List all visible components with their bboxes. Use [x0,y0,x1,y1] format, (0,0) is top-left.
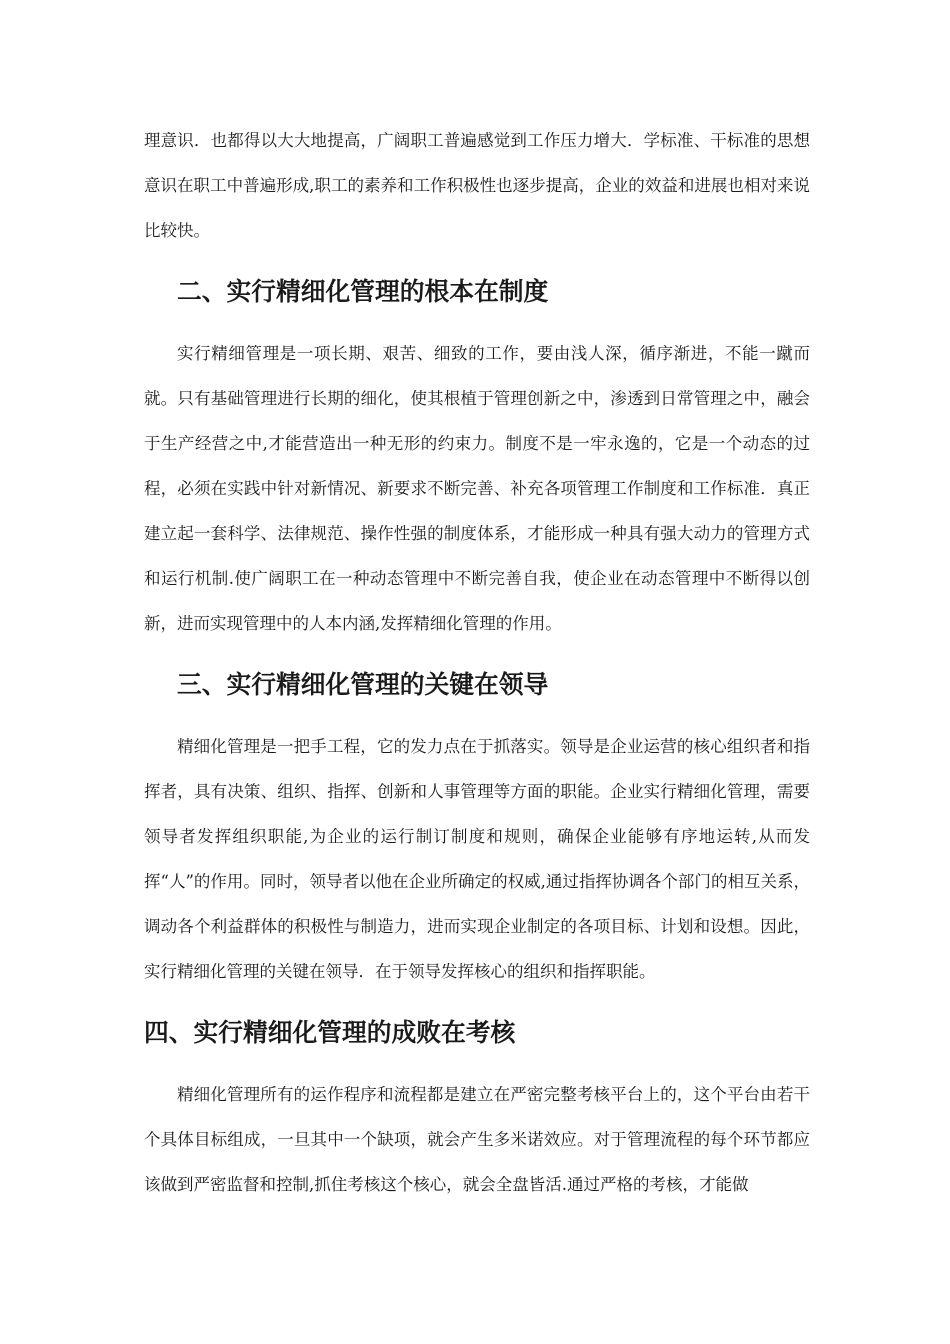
section-heading-3: 三、实行精细化管理的关键在领导 [177,670,549,699]
paragraph-continuation: 理意识．也都得以大大地提高，广阔职工普遍感觉到工作压力增大．学标准、干标准的思想意识在职工中普遍形成,职工的素养和工作积极性也逐步提高，企业的效益和进展也相对来说比较快。 [144,131,810,240]
paragraph-assessment: 精细化管理所有的运作程序和流程都是建立在严密完整考核平台上的，这个平台由若干个具体目标组成，一旦其中一个缺项，就会产生多米诺效应。对于管理流程的每个环节都应该做到严密监督和控制,抓住考核这个核心，就会全盘皆活.通过严格的考核，才能做 [144,1085,810,1194]
paragraph-system: 实行精细管理是一项长期、艰苦、细致的工作，要由浅人深，循序渐进，不能一蹴而就。只有基础管理进行长期的细化，使其根植于管理创新之中，渗透到日常管理之中，融会于生产经营之中,才能营造出一种无形的约束力。制度不是一牢永逸的，它是一个动态的过程，必须在实践中针对新情况、新要求不断完善、补充各项管理工作制度和工作标准．真正建立起一套科学、法律规范、操作性强的制度体系，才能形成一种具有强大动力的管理方式和运行机制.使广阔职工在一种动态管理中不断完善自我，使企业在动态管理中不断得以创新，进而实现管理中的人本内涵,发挥精细化管理的作用。 [144,344,810,633]
paragraph-leadership: 精细化管理是一把手工程，它的发力点在于抓落实。领导是企业运营的核心组织者和指挥者，具有决策、组织、指挥、创新和人事管理等方面的职能。企业实行精细化管理，需要领导者发挥组织职能,为企业的运行制订制度和规则，确保企业能够有序地运转,从而发挥“人”的作用。同时，领导者以他在企业所确定的权威,通过指挥协调各个部门的相互关系，调动各个利益群体的积极性与制造力，进而实现企业制定的各项目标、计划和设想。因此，实行精细化管理的关键在领导．在于领导发挥核心的组织和指挥职能。 [144,737,810,981]
document-body [144,118,810,1207]
section-heading-2: 二、实行精细化管理的根本在制度 [177,277,549,306]
section-heading-4: 四、实行精细化管理的成败在考核 [144,1018,516,1047]
